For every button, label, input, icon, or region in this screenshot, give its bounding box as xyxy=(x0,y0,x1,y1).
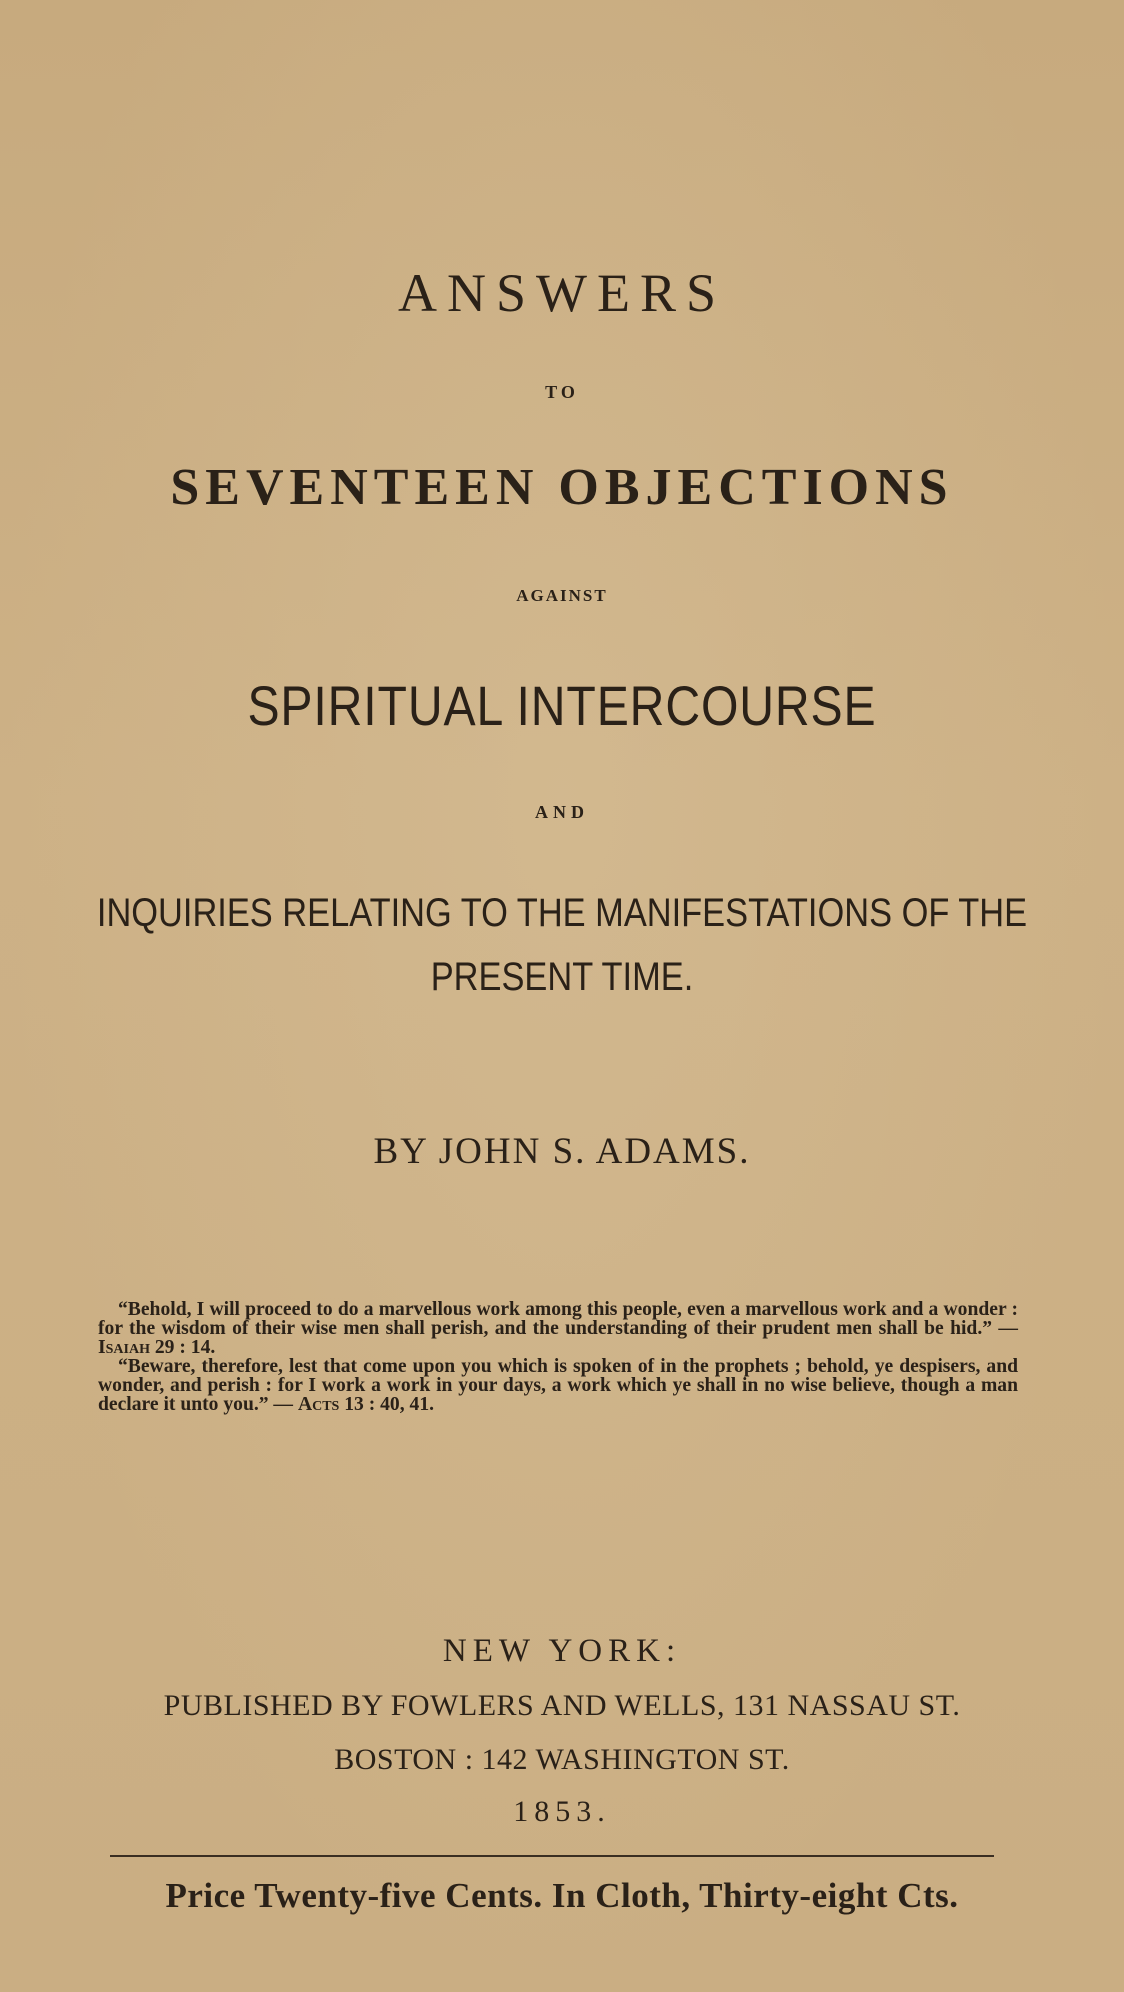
imprint-publisher: PUBLISHED BY FOWLERS AND WELLS, 131 NASSAU ST. xyxy=(163,1689,961,1722)
imprint-year: 1853. xyxy=(513,1795,611,1828)
title-objections: SEVENTEEN OBJECTIONS xyxy=(170,459,954,516)
epigraph-quote-acts xyxy=(98,1357,1018,1414)
title-to: TO xyxy=(545,382,579,402)
title-inquiries-line2: PRESENT TIME. xyxy=(430,955,694,999)
price-line: Price Twenty-five Cents. In Cloth, Thirty-eight Cts. xyxy=(165,1876,959,1915)
title-answers: ANSWERS xyxy=(397,263,727,323)
title-against: AGAINST xyxy=(516,586,608,605)
quote-text: “Beware, therefore, lest that come upon you which is spoken of in the prophets ; behold, ye despisers, and wonder, and perish : for I work a work in your days, a work which ye shall in no wise believe, though a man declare it unto you.” — xyxy=(98,1356,1018,1415)
author-line: BY JOHN S. ADAMS. xyxy=(373,1131,751,1172)
imprint-city: NEW YORK: xyxy=(442,1633,682,1669)
quote-text: “Behold, I will proceed to do a marvellous work among this people, even a marvellous work and a wonder : for the wisdom of their wise men shall perish, and the understanding of their prudent men shall be hid.” — xyxy=(98,1299,1018,1339)
title-subject: SPIRITUAL INTERCOURSE xyxy=(247,674,877,737)
divider-rule xyxy=(110,1855,994,1857)
title-and: AND xyxy=(535,802,589,822)
quote-source: Acts 13 : 40, 41. xyxy=(297,1394,435,1415)
quote-source: Isaiah 29 : 14. xyxy=(98,1337,216,1358)
imprint-branch: BOSTON : 142 WASHINGTON ST. xyxy=(334,1743,790,1776)
epigraph-quote-isaiah xyxy=(98,1300,1018,1357)
title-inquiries-line1: INQUIRIES RELATING TO THE MANIFESTATIONS OF THE xyxy=(96,891,1028,935)
epigraph xyxy=(98,1300,1018,1414)
